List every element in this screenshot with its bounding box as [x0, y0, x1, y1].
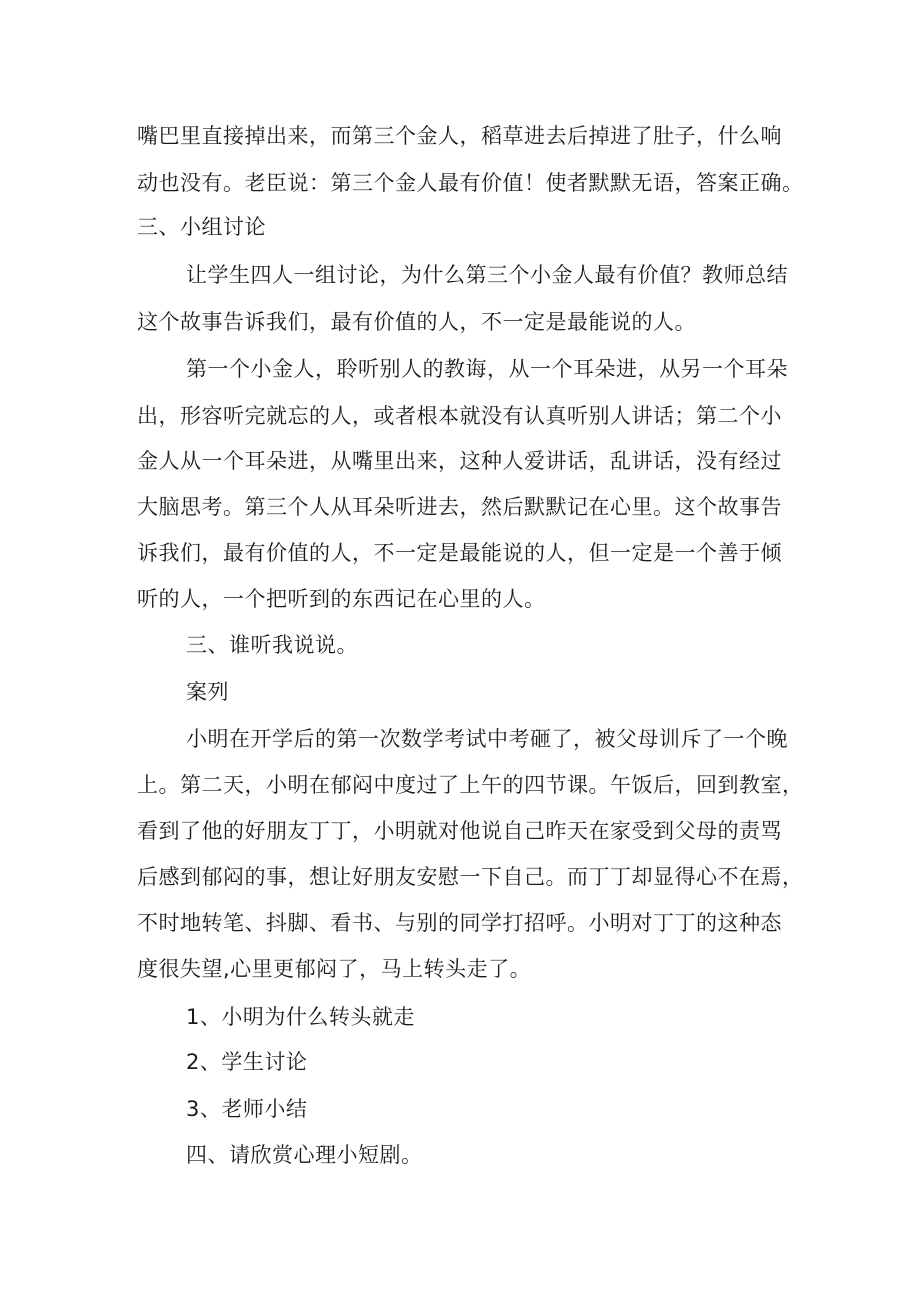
paragraph-line: 不时地转笔、抖脚、看书、与别的同学打招呼。小明对丁丁的这种态	[137, 911, 782, 935]
section-heading: 四、请欣赏心理小短剧。	[186, 1143, 423, 1167]
paragraph-line: 看到了他的好朋友丁丁，小明就对他说自己昨天在家受到父母的责骂	[137, 819, 782, 843]
paragraph-line: 大脑思考。第三个人从耳朵听进去，然后默默记在心里。这个故事告	[137, 495, 782, 519]
paragraph-line: 小明在开学后的第一次数学考试中考砸了，被父母训斥了一个晚	[186, 727, 788, 751]
paragraph-line: 第一个小金人，聆听别人的教诲，从一个耳朵进，从另一个耳朵	[186, 357, 788, 381]
paragraph-line: 这个故事告诉我们，最有价值的人，不一定是最能说的人。	[137, 310, 696, 334]
paragraph-line: 金人从一个耳朵进，从嘴里出来，这种人爱讲话，乱讲话，没有经过	[137, 449, 782, 473]
paragraph-line: 让学生四人一组讨论，为什么第三个小金人最有价值？教师总结	[186, 263, 788, 287]
paragraph-line: 嘴巴里直接掉出来，而第三个金人，稻草进去后掉进了肚子，什么响	[137, 124, 782, 148]
list-item: 3、老师小结	[186, 1097, 308, 1121]
section-heading: 三、小组讨论	[137, 215, 266, 239]
paragraph-line: 听的人，一个把听到的东西记在心里的人。	[137, 587, 546, 611]
paragraph-line: 动也没有。老臣说：第三个金人最有价值！使者默默无语，答案正确。	[137, 171, 804, 195]
paragraph-line: 诉我们，最有价值的人，不一定是最能说的人，但一定是一个善于倾	[137, 541, 782, 565]
paragraph-line: 度很失望,心里更郁闷了，马上转头走了。	[137, 957, 532, 981]
paragraph-line: 出，形容听完就忘的人，或者根本就没有认真听别人讲话；第二个小	[137, 404, 782, 428]
paragraph-line: 后感到郁闷的事，想让好朋友安慰一下自己。而丁丁却显得心不在焉，	[137, 865, 804, 889]
list-item: 2、学生讨论	[186, 1050, 308, 1074]
section-heading: 三、谁听我说说。	[186, 633, 358, 657]
list-item: 1、小明为什么转头就走	[186, 1005, 415, 1029]
paragraph-line: 上。第二天，小明在郁闷中度过了上午的四节课。午饭后，回到教室，	[137, 773, 804, 797]
case-label: 案列	[186, 680, 229, 704]
